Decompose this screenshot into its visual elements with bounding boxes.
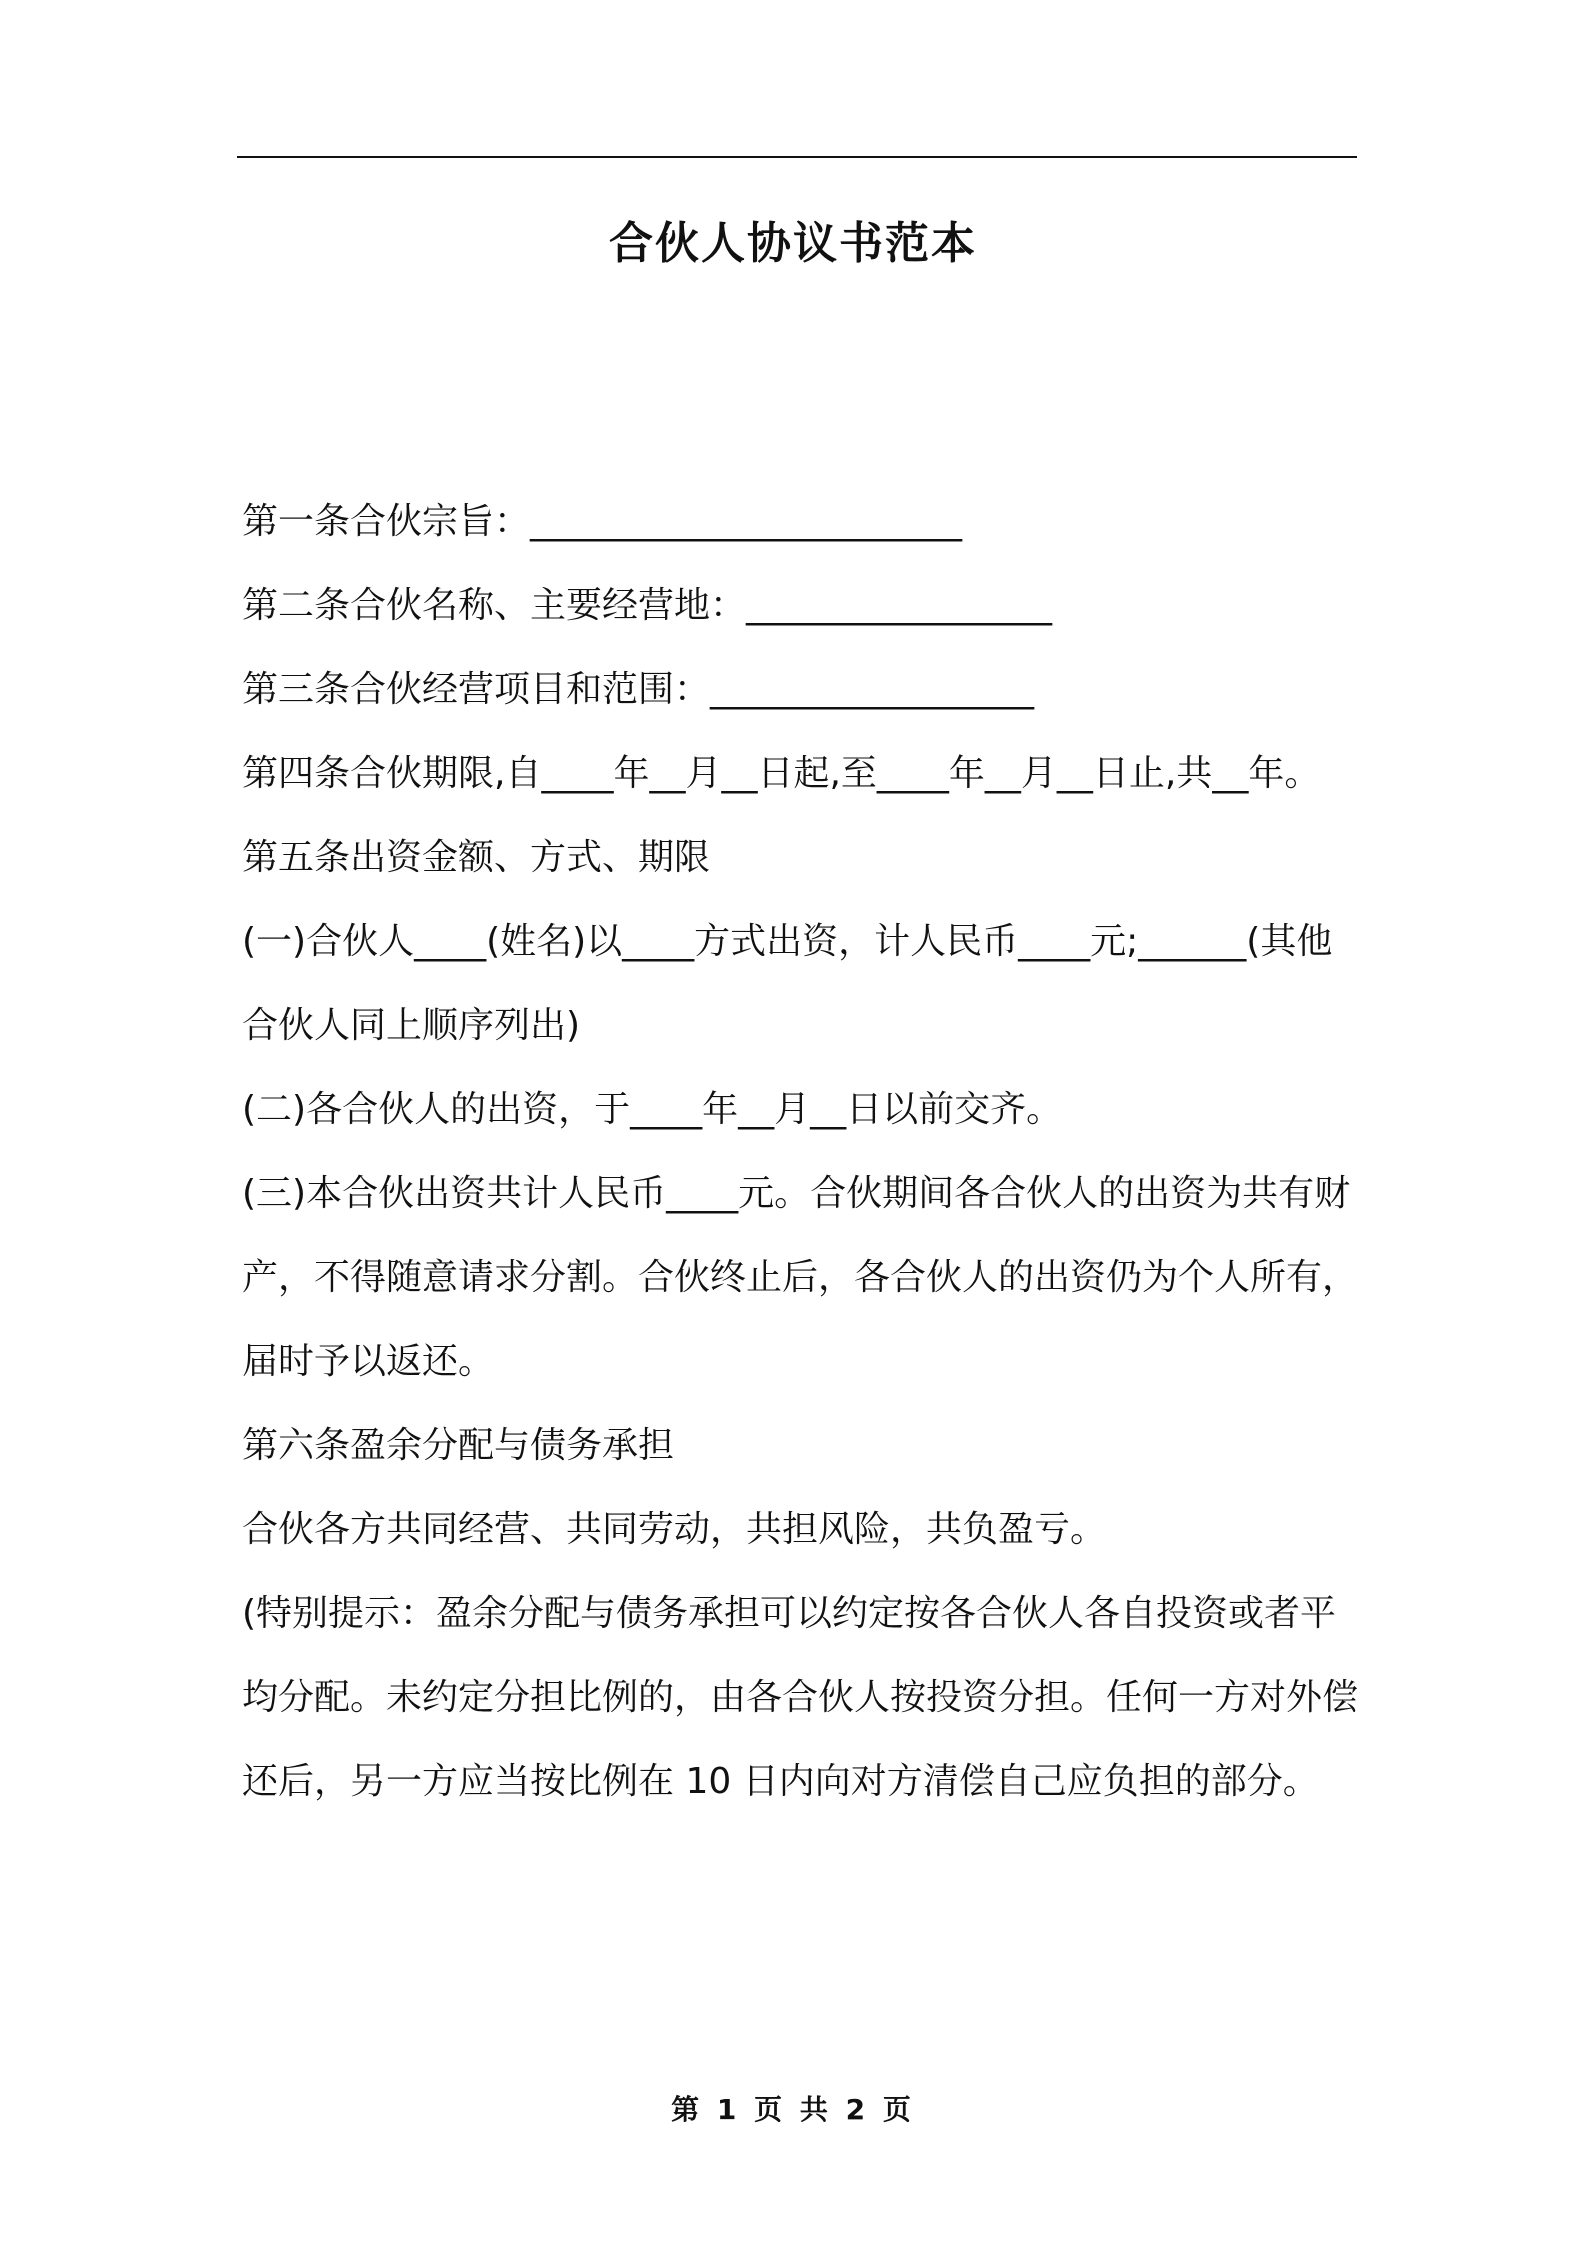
article-5-clause-1: (一)合伙人____(姓名)以____方式出资，计人民币____元;______(其他合伙人同上顺序列出) xyxy=(242,921,1333,1046)
article-6-principle: 合伙各方共同经营、共同劳动，共担风险，共负盈亏。 xyxy=(242,1509,1107,1550)
article-1-purpose: 第一条合伙宗旨：________________________ xyxy=(242,501,963,542)
article-4-term: 第四条合伙期限,自____年__月__日起,至____年__月__日止,共__年。 xyxy=(242,753,1321,794)
page-number-footer: 第 1 页 共 2 页 xyxy=(671,2093,915,2126)
document-title: 合伙人协议书范本 xyxy=(609,218,977,269)
article-5-clause-2: (二)各合伙人的出资，于____年__月__日以前交齐。 xyxy=(242,1089,1063,1130)
article-6-special-note: (特别提示：盈余分配与债务承担可以约定按各合伙人各自投资或者平均分配。未约定分担比例的，由各合伙人按投资分担。任何一方对外偿还后，另一方应当按比例在 10 日内向对方清偿自己应负担的部分。 xyxy=(242,1593,1359,1802)
header-rule xyxy=(237,156,1357,158)
article-6-heading: 第六条盈余分配与债务承担 xyxy=(242,1425,675,1466)
article-2-name-location: 第二条合伙名称、主要经营地：_________________ xyxy=(242,585,1053,626)
document-body xyxy=(242,480,1358,1824)
article-3-business-scope: 第三条合伙经营项目和范围：__________________ xyxy=(242,669,1035,710)
article-5-clause-3: (三)本合伙出资共计人民币____元。合伙期间各合伙人的出资为共有财产，不得随意请求分割。合伙终止后，各合伙人的出资仍为个人所有，届时予以返还。 xyxy=(242,1173,1359,1382)
article-5-heading: 第五条出资金额、方式、期限 xyxy=(242,837,711,878)
